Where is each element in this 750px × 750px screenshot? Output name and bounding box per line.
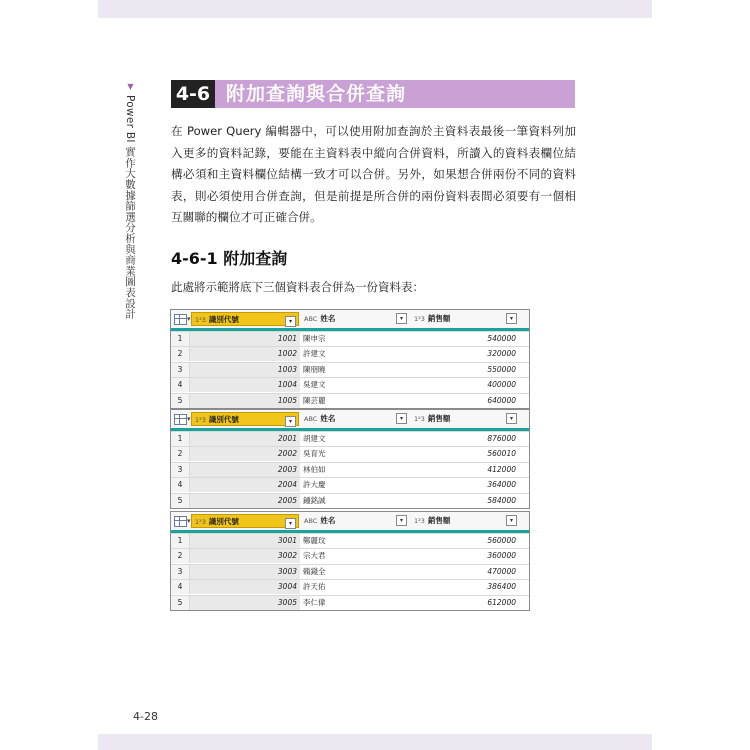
row-index[interactable]: 5 [171, 394, 190, 408]
intro-text: 此處將示範將底下三個資料表合併為一份資料表： [171, 280, 424, 294]
cell-name[interactable]: 鄭麗玟 [303, 536, 326, 545]
filter-dropdown-icon[interactable]: ▾ [285, 316, 296, 327]
row-index[interactable]: 5 [171, 494, 190, 508]
filter-dropdown-icon[interactable]: ▾ [506, 515, 517, 526]
section-header [171, 80, 575, 108]
running-header-text: Power BI 實作大數據篩選分析與商業圖表設計 [124, 94, 136, 320]
column-header-name[interactable] [301, 410, 409, 428]
row-index[interactable]: 4 [171, 580, 190, 594]
table-grid-icon[interactable] [174, 314, 187, 325]
filter-dropdown-icon[interactable]: ▾ [506, 313, 517, 324]
cell-name[interactable]: 吳育光 [303, 449, 326, 459]
cell-name[interactable]: 林伯如 [303, 464, 326, 474]
cell-sales[interactable]: 584000 [487, 495, 516, 505]
cell-name[interactable]: 宗大君 [303, 551, 326, 561]
row-index[interactable]: 1 [171, 432, 190, 446]
table-row[interactable] [171, 362, 529, 377]
column-label-id: 識別代號 [208, 517, 239, 526]
cell-id[interactable]: 2003 [190, 463, 300, 477]
filter-dropdown-icon[interactable]: ▾ [396, 515, 407, 526]
query-table [170, 409, 530, 509]
filter-dropdown-icon[interactable]: ▾ [396, 413, 407, 424]
row-index[interactable]: 4 [171, 378, 190, 392]
column-label-id: 識別代號 [208, 315, 239, 324]
table-row[interactable] [171, 331, 529, 346]
cell-sales[interactable]: 400000 [487, 380, 516, 390]
query-table [170, 511, 530, 611]
table-header [171, 512, 529, 533]
cell-sales[interactable]: 470000 [487, 566, 516, 576]
cell-sales[interactable]: 386400 [487, 582, 516, 592]
triangle-icon: ▼ [126, 82, 135, 92]
table-row[interactable] [171, 579, 529, 594]
filter-dropdown-icon[interactable]: ▾ [285, 416, 296, 427]
cell-id[interactable]: 2005 [190, 494, 300, 508]
column-label-id: 識別代號 [208, 415, 239, 424]
table-header [171, 310, 529, 331]
cell-id[interactable]: 1002 [190, 347, 300, 361]
column-label-sales: 銷售額 [427, 314, 451, 323]
table-grid-icon[interactable] [174, 516, 187, 527]
row-index[interactable]: 3 [171, 463, 190, 477]
query-table [170, 309, 530, 409]
cell-id[interactable]: 1003 [190, 363, 300, 377]
text-type-icon: ABC [304, 415, 318, 423]
table-row[interactable] [171, 493, 529, 508]
text-type-icon: ABC [304, 315, 318, 323]
row-index[interactable]: 3 [171, 363, 190, 377]
column-label-name: 姓名 [320, 414, 336, 423]
table-row[interactable] [171, 595, 529, 610]
top-band [98, 0, 652, 18]
table-menu-chevron-icon[interactable]: ▾ [187, 517, 191, 525]
cell-sales[interactable]: 550000 [487, 364, 516, 374]
cell-name[interactable]: 陳申宗 [303, 334, 326, 343]
table-row[interactable] [171, 393, 529, 408]
table-row[interactable] [171, 431, 529, 446]
table-menu-chevron-icon[interactable]: ▾ [187, 315, 191, 323]
cell-name[interactable]: 吳建文 [303, 380, 326, 390]
table-row[interactable] [171, 548, 529, 563]
cell-id[interactable]: 3002 [190, 549, 300, 563]
cell-id[interactable]: 1001 [190, 332, 300, 346]
column-label-sales: 銷售額 [427, 516, 451, 525]
bottom-band [98, 734, 652, 750]
column-label-name: 姓名 [320, 314, 336, 323]
table-row[interactable] [171, 462, 529, 477]
table-row[interactable] [171, 564, 529, 579]
cell-sales[interactable]: 364000 [487, 480, 516, 490]
text-type-icon: ABC [304, 517, 318, 525]
cell-name[interactable]: 李仁偉 [303, 597, 326, 607]
cell-name[interactable]: 陳芸麗 [303, 395, 326, 405]
number-type-icon: 1²3 [414, 415, 425, 423]
cell-name[interactable]: 陳朋曉 [303, 364, 326, 374]
page-number: 4-28 [133, 710, 158, 723]
cell-sales[interactable]: 560010 [487, 449, 516, 459]
cell-sales[interactable]: 876000 [487, 434, 516, 443]
number-type-icon: 1²3 [414, 315, 425, 323]
cell-id[interactable]: 3005 [190, 596, 300, 610]
cell-name[interactable]: 許大慶 [303, 480, 326, 490]
column-header-id[interactable] [191, 514, 299, 528]
column-header-id[interactable] [191, 412, 299, 426]
number-type-icon: 1²3 [195, 518, 206, 526]
column-header-id[interactable] [191, 312, 299, 326]
body-paragraph: 在 Power Query 編輯器中，可以使用附加查詢於主資料表最後一筆資料列加入更多的資料記錄，要能在主資料表中縱向合併資料，所讀入的資料表欄位結構必須和主資料欄位結構一致才可以合併。另外，如果想合併兩份不同的資料表，則必須使用合併查詢，但是前提是所合併的兩份資料表間必須要有一個相互關聯的欄位才可正確合併。 [171, 124, 576, 225]
table-grid-icon[interactable] [174, 414, 187, 425]
table-row[interactable] [171, 533, 529, 548]
cell-id[interactable]: 1004 [190, 378, 300, 392]
cell-sales[interactable]: 320000 [487, 349, 516, 359]
column-label-name: 姓名 [320, 516, 336, 525]
column-header-sales[interactable] [411, 512, 519, 530]
row-index[interactable]: 2 [171, 549, 190, 563]
row-index[interactable]: 2 [171, 447, 190, 461]
number-type-icon: 1²3 [195, 316, 206, 324]
row-index[interactable]: 3 [171, 565, 190, 579]
row-index[interactable]: 5 [171, 596, 190, 610]
table-row[interactable] [171, 477, 529, 492]
cell-name[interactable]: 胡建文 [303, 434, 326, 443]
cell-sales[interactable]: 640000 [487, 395, 516, 405]
cell-sales[interactable]: 360000 [487, 551, 516, 561]
cell-id[interactable]: 2002 [190, 447, 300, 461]
table-menu-chevron-icon[interactable]: ▾ [187, 415, 191, 423]
row-index[interactable]: 4 [171, 478, 190, 492]
running-header [118, 82, 138, 320]
section-number: 4-6 [171, 80, 215, 108]
subsection-title: 4-6-1 附加查詢 [171, 249, 288, 268]
row-index[interactable]: 1 [171, 534, 190, 548]
cell-id[interactable]: 2001 [190, 432, 300, 446]
column-header-sales[interactable] [411, 410, 519, 428]
cell-id[interactable]: 3001 [190, 534, 300, 548]
cell-sales[interactable]: 560000 [487, 536, 516, 545]
filter-dropdown-icon[interactable]: ▾ [285, 518, 296, 529]
cell-id[interactable]: 3003 [190, 565, 300, 579]
filter-dropdown-icon[interactable]: ▾ [506, 413, 517, 424]
section-title: 附加查詢與合併查詢 [226, 83, 407, 105]
cell-name[interactable]: 賴錢全 [303, 566, 326, 576]
table-row[interactable] [171, 446, 529, 461]
row-index[interactable]: 1 [171, 332, 190, 346]
number-type-icon: 1²3 [195, 416, 206, 424]
cell-name[interactable]: 許建文 [303, 349, 326, 359]
cell-sales[interactable]: 612000 [487, 597, 516, 607]
filter-dropdown-icon[interactable]: ▾ [396, 313, 407, 324]
cell-id[interactable]: 3004 [190, 580, 300, 594]
cell-sales[interactable]: 412000 [487, 464, 516, 474]
number-type-icon: 1²3 [414, 517, 425, 525]
cell-id[interactable]: 1005 [190, 394, 300, 408]
table-header [171, 410, 529, 431]
cell-id[interactable]: 2004 [190, 478, 300, 492]
cell-name[interactable]: 鍾銘誠 [303, 495, 326, 505]
table-row[interactable] [171, 346, 529, 361]
column-header-name[interactable] [301, 512, 409, 530]
column-header-sales[interactable] [411, 310, 519, 328]
row-index[interactable]: 2 [171, 347, 190, 361]
cell-name[interactable]: 許天佑 [303, 582, 326, 592]
cell-sales[interactable]: 540000 [487, 334, 516, 343]
table-row[interactable] [171, 377, 529, 392]
column-header-name[interactable] [301, 310, 409, 328]
column-label-sales: 銷售額 [427, 414, 451, 423]
